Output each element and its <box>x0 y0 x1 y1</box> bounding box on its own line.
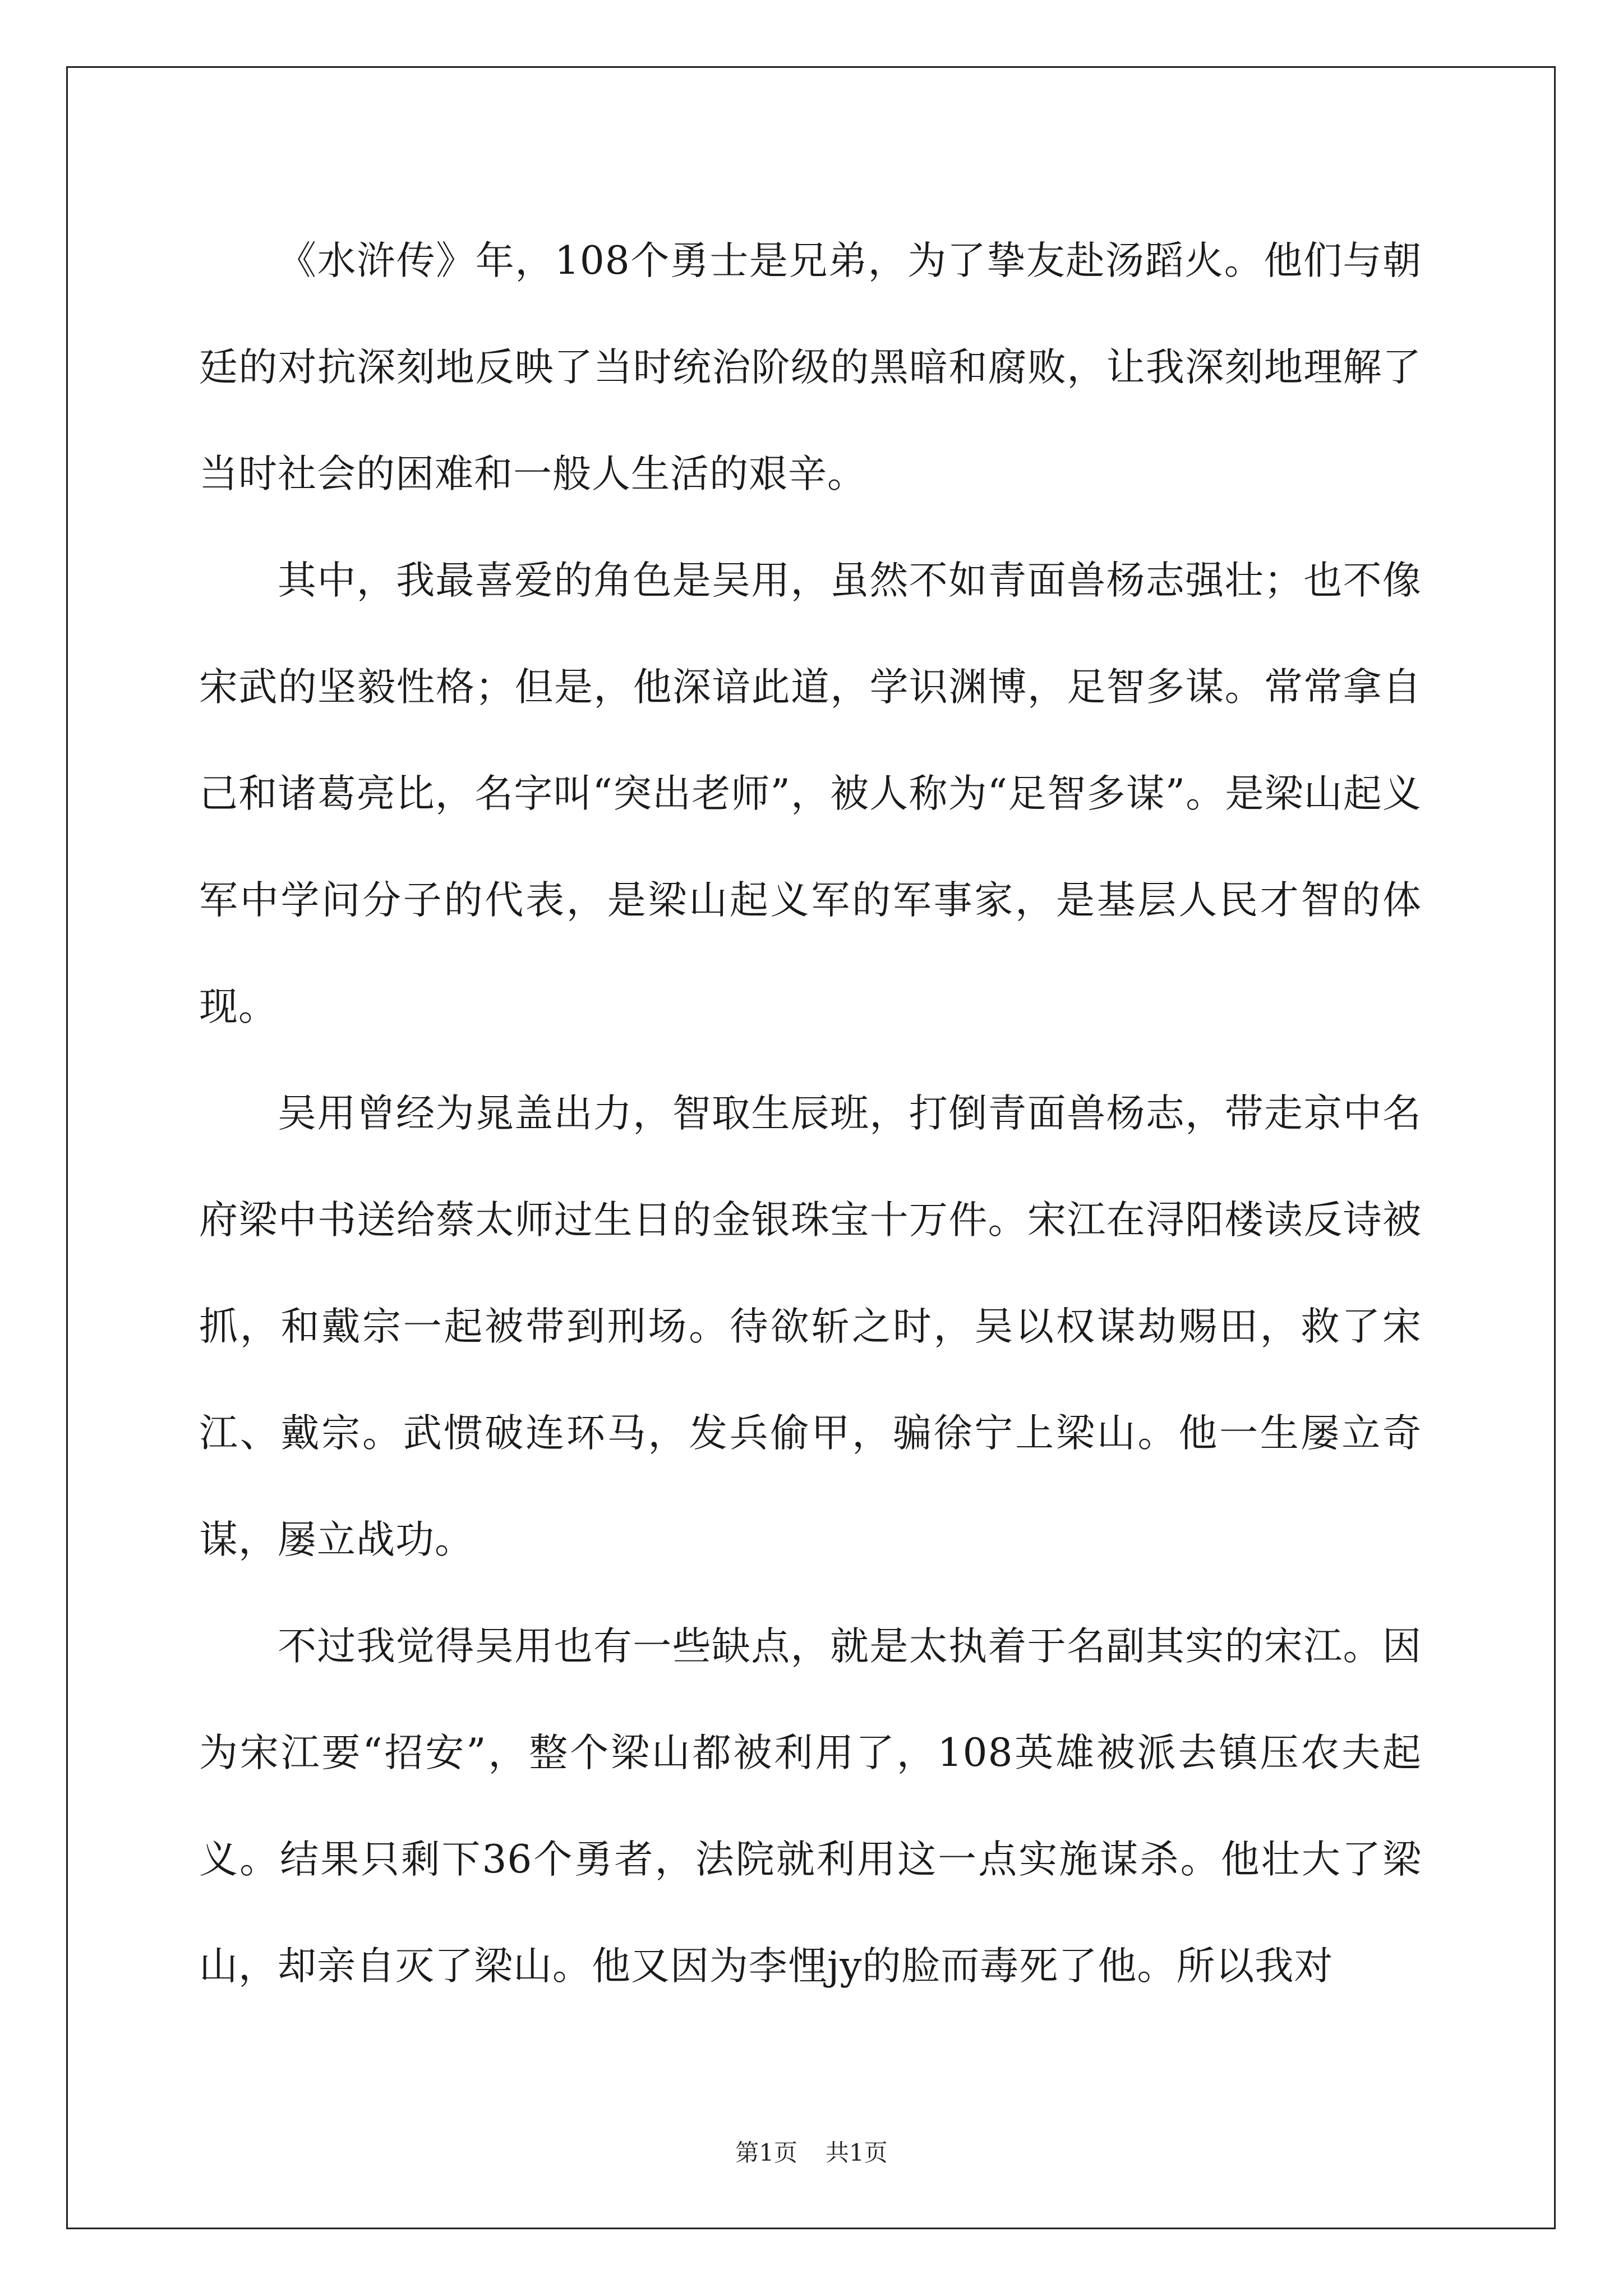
document-body <box>199 208 1422 2019</box>
page-footer <box>0 2134 1623 2168</box>
paragraph-3: 吴用曾经为晁盖出力，智取生辰班，打倒青面兽杨志，带走京中名府梁中书送给蔡太师过生日的金银珠宝十万件。宋江在浔阳楼读反诗被抓，和戴宗一起被带到刑场。待欲斩之时，吴以权谋劫赐田，救了宋江、戴宗。武惯破连环马，发兵偷甲，骗徐宁上梁山。他一生屡立奇谋，屡立战功。 <box>199 1091 1422 1562</box>
paragraph-1: 《水浒传》年，108个勇士是兄弟，为了挚友赴汤蹈火。他们与朝廷的对抗深刻地反映了当时统治阶级的黑暗和腐败，让我深刻地理解了当时社会的困难和一般人生活的艰辛。 <box>199 238 1422 496</box>
paragraph-2: 其中，我最喜爱的角色是吴用，虽然不如青面兽杨志强壮；也不像宋武的坚毅性格；但是，他深谙此道，学识渊博，足智多谋。常常拿自己和诸葛亮比，名字叫“突出老师”，被人称为“足智多谋”。是梁山起义军中学问分子的代表，是梁山起义军的军事家，是基层人民才智的体现。 <box>199 558 1422 1029</box>
page-number-current: 第1页 <box>735 2139 797 2166</box>
paragraph-4: 不过我觉得吴用也有一些缺点，就是太执着于名副其实的宋江。因为宋江要“招安”，整个梁山都被利用了，108英雄被派去镇压农夫起义。结果只剩下36个勇者，法院就利用这一点实施谋杀。他壮大了梁山，却亲自灭了梁山。他又因为李悝jy的脸而毒死了他。所以我对 <box>199 1624 1422 1989</box>
page-number-total: 共1页 <box>826 2139 888 2166</box>
